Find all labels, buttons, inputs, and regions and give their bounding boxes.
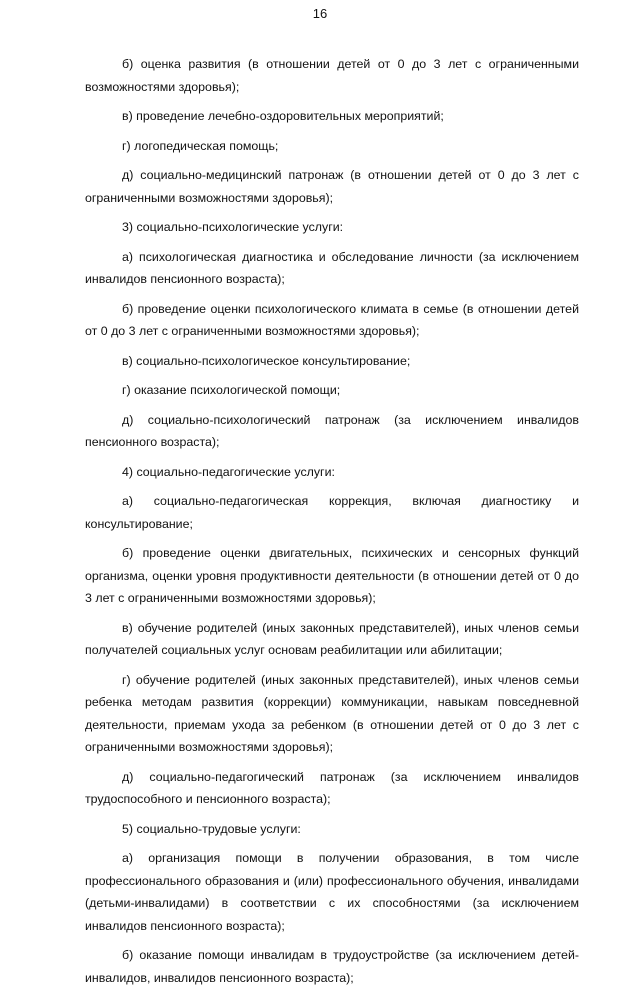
paragraph-5b-employment-help: б) оказание помощи инвалидам в трудоустройстве (за исключением детей-инвалидов, инвалидов пенсионного возраста);	[85, 948, 579, 985]
paragraph-3d-psych-patronage: д) социально-психологический патронаж (за исключением инвалидов пенсионного возраста);	[85, 412, 579, 449]
paragraph-1b-development-assessment: б) оценка развития (в отношении детей от 0 до 3 лет с ограниченными возможностями здоровья);	[85, 57, 579, 94]
paragraph-1v-health-measures: в) проведение лечебно-оздоровительных мероприятий;	[122, 109, 444, 123]
paragraph-4v-parent-training-rehab: в) обучение родителей (иных законных представителей), иных членов семьи получателей социальных услуг основам реабилитации или абилитации;	[85, 620, 579, 657]
paragraph-3v-psych-consulting: в) социально-психологическое консультирование;	[122, 353, 411, 368]
paragraph-4g-parent-training-methods: г) обучение родителей (иных законных представителей), иных членов семьи ребенка методам развития (коррекции) коммуникации, навыкам повседневной деятельности, приемам ухода за ребенком (в отношении детей от 0 до 3 лет с ограниченными возможностями здоровья);	[85, 672, 579, 754]
paragraph-4d-ped-patronage: д) социально-педагогический патронаж (за исключением инвалидов трудоспособного и пенсионного возраста);	[85, 769, 579, 806]
paragraph-1g-speech-therapy: г) логопедическая помощь;	[122, 138, 279, 153]
paragraph-4a-ped-correction: а) социально-педагогическая коррекция, включая диагностику и консультирование;	[85, 494, 579, 531]
section-4-heading: 4) социально-педагогические услуги:	[122, 464, 335, 479]
section-3-heading: 3) социально-психологические услуги:	[122, 220, 344, 234]
paragraph-4b-function-assessment: б) проведение оценки двигательных, психических и сенсорных функций организма, оценки уровня продуктивности деятельности (в отношении детей от 0 до 3 лет с ограниченными возможностями здоровья);	[85, 546, 579, 605]
document-body	[85, 53, 579, 996]
section-5-heading: 5) социально-трудовые услуги:	[122, 821, 301, 836]
paragraph-3b-family-climate: б) проведение оценки психологического климата в семье (в отношении детей от 0 до 3 лет с ограниченными возможностями здоровья);	[85, 301, 579, 338]
page-number: 16	[312, 6, 328, 21]
paragraph-3g-psych-help: г) оказание психологической помощи;	[122, 383, 341, 397]
paragraph-1d-medical-patronage: д) социально-медицинский патронаж (в отношении детей от 0 до 3 лет с ограниченными возможностями здоровья);	[85, 168, 579, 205]
paragraph-5a-education-help: а) организация помощи в получении образования, в том числе профессионального образования и (или) профессионального обучения, инвалидами (детьми-инвалидами) в соответствии с их способностями (за исключением инвалидов пенсионного возраста);	[85, 851, 579, 933]
paragraph-3a-psych-diagnostics: а) психологическая диагностика и обследование личности (за исключением инвалидов пенсионного возраста);	[85, 249, 579, 286]
